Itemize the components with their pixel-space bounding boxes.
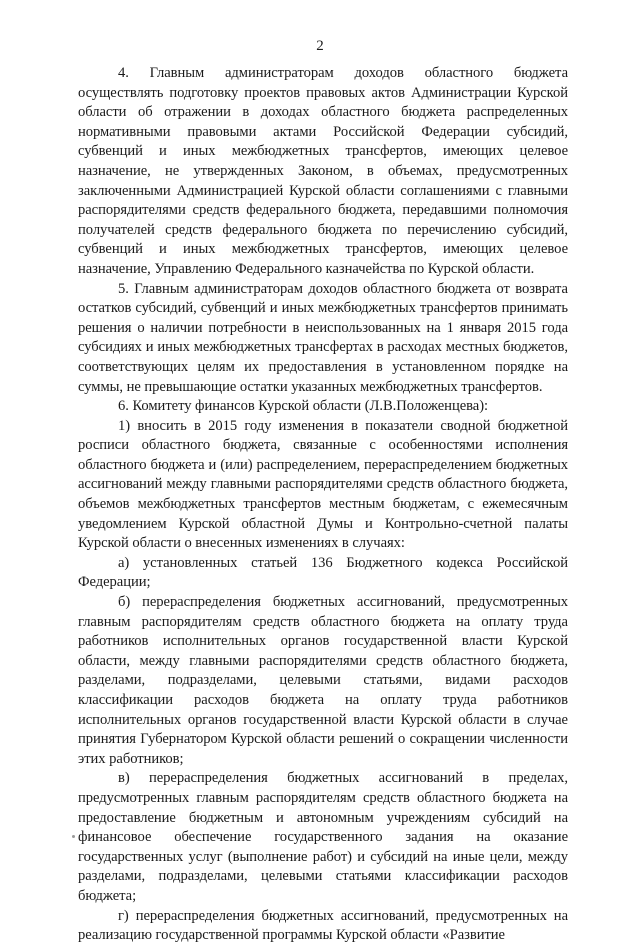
paragraph-6: 6. Комитету финансов Курской области (Л.В.Положенцева): <box>118 398 489 415</box>
scan-speck <box>72 835 75 838</box>
paragraph-6-1-g: г) перераспределения бюджетных ассигнований, предусмотренных на реализацию государственной программы Курской области «Развитие <box>78 907 568 944</box>
paragraph-6-1: 1) вносить в 2015 году изменения в показатели сводной бюджетной росписи областного бюджета, связанные с особенностями исполнения областного бюджета и (или) распределением, перераспределением бюджетных ассигнований между главными распорядителями средств областного бюджета, объемов межбюджетных трансфертов местным бюджетам, с ежемесячным уведомлением Курской областной Думы и Контрольно-счетной палаты Курской области о внесенных изменениях в случаях: <box>78 417 568 552</box>
paragraph-6-1-b: б) перераспределения бюджетных ассигнований, предусмотренных главным распорядителям средств областного бюджета на оплату труда работников исполнительных органов государственной власти Курской области, между главными распорядителями средств областного бюджета, разделами, подразделами, целевыми статьями, видами расходов классификации расходов бюджета на оплату труда работников исполнительных органов государственной власти Курской области в случае принятия Губернатором Курской области решений о сокращении численности этих работников; <box>78 594 568 767</box>
document-body <box>78 64 568 946</box>
paragraph-5: 5. Главным администраторам доходов областного бюджета от возврата остатков субсидий, субвенций и иных межбюджетных трансфертов принимать решения о наличии потребности в неиспользованных на 1 января 2015 года субсидиях и иных межбюджетных трансфертах в расходах местных бюджетов, соответствующих целям их предоставления в установленном порядке на суммы, не превышающие остатки указанных межбюджетных трансфертов. <box>78 280 568 395</box>
page-number: 2 <box>316 38 324 54</box>
paragraph-6-1-v: в) перераспределения бюджетных ассигнований в пределах, предусмотренных главным распорядителям средств областного бюджета на предоставление бюджетным и автономным учреждениям субсидий на финансовое обеспечение государственного задания на оказание государственных услуг (выполнение работ) и субсидий на иные цели, между разделами, подразделами, целевыми статьями классификации расходов бюджета; <box>78 770 568 904</box>
paragraph-4: 4. Главным администраторам доходов областного бюджета осуществлять подготовку проектов правовых актов Администрации Курской области об отражении в доходах областного бюджета распределенных нормативными правовыми актами Российской Федерации субсидий, субвенций и иных межбюджетных трансфертов, имеющих целевое назначение, не утвержденных Законом, в объемах, предусмотренных заключенными Администрацией Курской области соглашениями с главными распорядителями средств федерального бюджета, передавшими полномочия получателей средств федерального бюджета по перечислению субсидий, субвенций и иных межбюджетных трансфертов, имеющих целевое назначение, Управлению Федерального казначейства по Курской области. <box>78 65 568 277</box>
paragraph-6-1-a: а) установленных статьей 136 Бюджетного кодекса Российской Федерации; <box>78 554 568 591</box>
